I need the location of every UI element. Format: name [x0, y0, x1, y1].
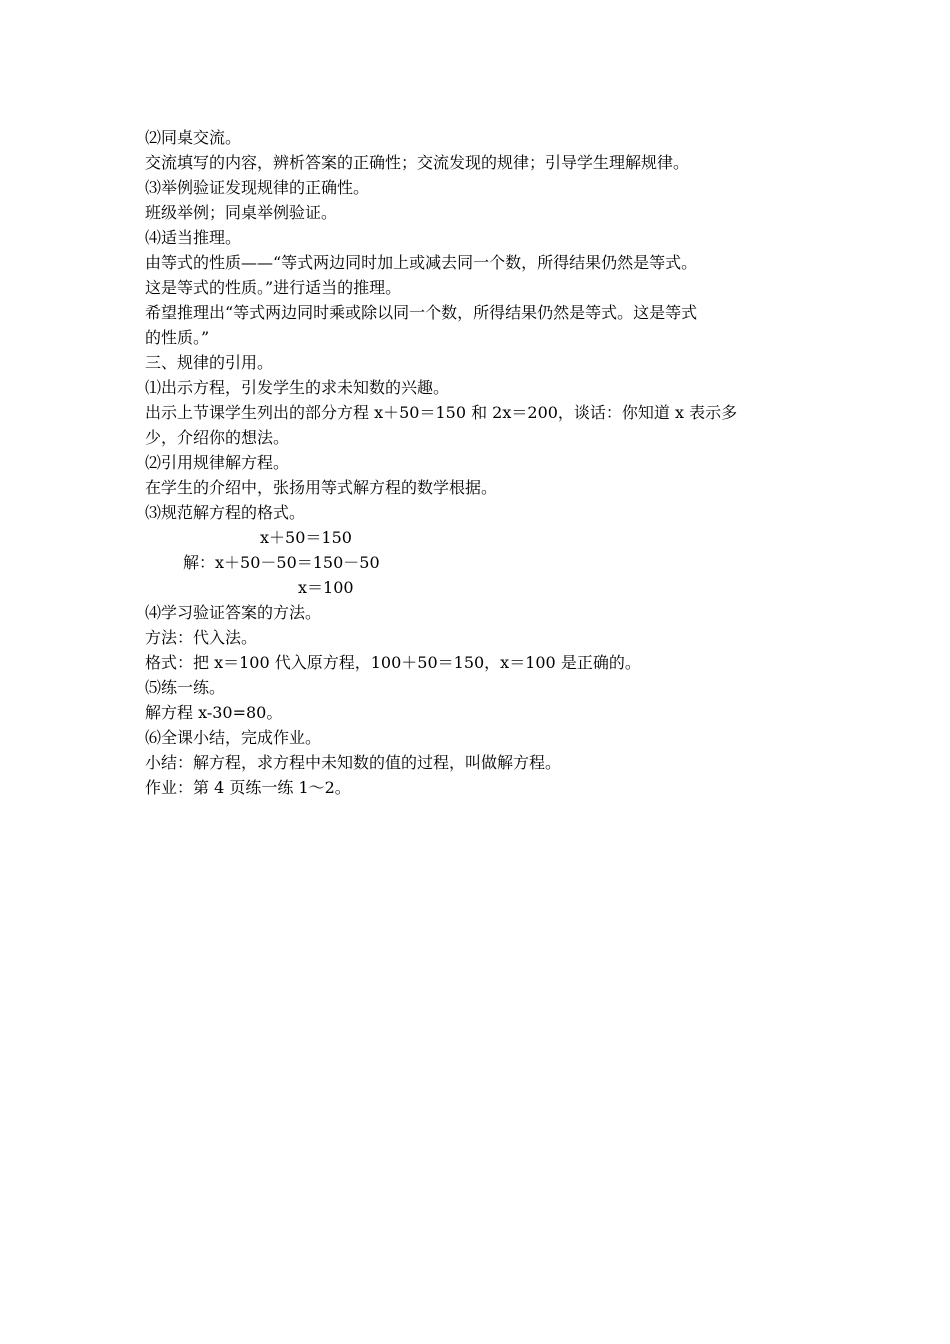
body-text: 解方程 x-30=80。 — [145, 703, 283, 722]
subsection-heading: ⑵引用规律解方程。 — [145, 453, 290, 472]
document-body — [145, 125, 825, 800]
equation-line: x＝100 — [298, 578, 354, 597]
subsection-heading: ⑶举例验证发现规律的正确性。 — [145, 178, 370, 197]
body-text: 方法：代入法。 — [145, 628, 258, 647]
body-text: 在学生的介绍中，张扬用等式解方程的数学根据。 — [145, 478, 498, 497]
subsection-heading: ⑶规范解方程的格式。 — [145, 503, 306, 522]
equation-line: x＋50＝150 — [260, 528, 352, 547]
subsection-heading: ⑷学习验证答案的方法。 — [145, 603, 322, 622]
body-text: 由等式的性质——“等式两边同时加上或减去同一个数，所得结果仍然是等式。 — [145, 253, 698, 272]
section-heading: 三、规律的引用。 — [145, 353, 274, 372]
body-text: 格式：把 x＝100 代入原方程，100＋50＝150，x＝100 是正确的。 — [145, 653, 641, 672]
body-text: 的性质。” — [145, 328, 210, 347]
body-text: 出示上节课学生列出的部分方程 x＋50＝150 和 2x＝200，谈话：你知道 x 表示多 — [145, 403, 738, 422]
equation-line: 解：x＋50－50＝150－50 — [183, 553, 380, 572]
body-text: 作业：第 4 页练一练 1～2。 — [145, 778, 351, 797]
subsection-heading: ⑴出示方程，引发学生的求未知数的兴趣。 — [145, 378, 450, 397]
subsection-heading: ⑷适当推理。 — [145, 228, 242, 247]
body-text: 希望推理出“等式两边同时乘或除以同一个数，所得结果仍然是等式。这是等式 — [145, 303, 698, 322]
body-text: 小结：解方程，求方程中未知数的值的过程，叫做解方程。 — [145, 753, 562, 772]
subsection-heading: ⑹全课小结，完成作业。 — [145, 728, 322, 747]
body-text: 班级举例；同桌举例验证。 — [145, 203, 338, 222]
subsection-heading: ⑸练一练。 — [145, 678, 226, 697]
body-text: 交流填写的内容，辨析答案的正确性；交流发现的规律；引导学生理解规律。 — [145, 153, 690, 172]
body-text: 少，介绍你的想法。 — [145, 428, 290, 447]
body-text: 这是等式的性质。”进行适当的推理。 — [145, 278, 402, 297]
subsection-heading: ⑵同桌交流。 — [145, 128, 242, 147]
